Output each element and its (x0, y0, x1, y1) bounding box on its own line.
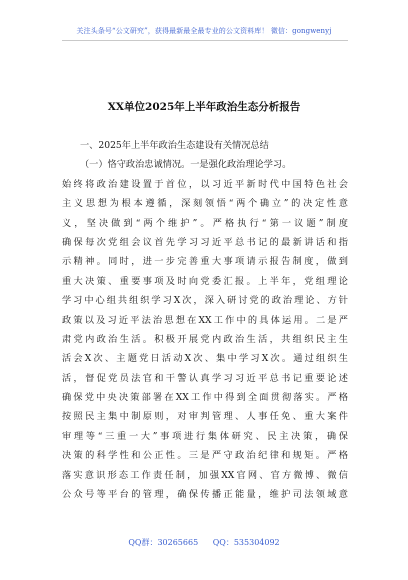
footer-qq-number: QQ：535304092 (212, 538, 280, 547)
body-line: 义，坚决做到“两个维护”。严格执行“第一议题”制度 (62, 217, 348, 229)
body-line: 按照民主集中制原则，对审判管理、人事任免、重大案件 (62, 411, 348, 423)
body-line: 决策的科学性和公正性。三是严守政治纪律和规矩。严格 (62, 450, 348, 462)
body-line: 确保每次党组会议首先学习习近平总书记的最新讲话和指 (62, 236, 348, 248)
document-body (62, 136, 348, 504)
body-line: 活，督促党员法官和干警认真学习习近平总书记重要论述 (62, 372, 348, 384)
footer-contact (0, 537, 408, 548)
body-line: 示精神。同时，进一步完善重大事项请示报告制度，做到 (62, 256, 348, 268)
body-line: （一）恪守政治忠诚情况。一是强化政治理论学习。 (80, 159, 292, 171)
body-line: 重大决策、重要事项及时向党委汇报。上半年，党组理论 (62, 275, 348, 287)
header-divider (62, 40, 348, 41)
body-line: 确保党中央决策部署在XX工作中得到全面贯彻落实。严格 (62, 392, 348, 404)
body-line: 活会X次、主题党日活动X次、集中学习X次。通过组织生 (62, 353, 348, 365)
body-line: 肃党内政治生活。积极开展党内政治生活，共组织民主生 (62, 333, 348, 345)
section-heading: 一、2025年上半年政治生态建设有关情况总结 (80, 140, 269, 151)
body-line: 始终将政治建设置于首位，以习近平新时代中国特色社会 (62, 178, 348, 190)
footer-qq-group: QQ群：30265665 (128, 538, 199, 547)
body-line: 公众号等平台的管理，确保传播正能量，维护司法领域意 (62, 489, 348, 501)
body-line: 审理等“三重一大”事项进行集体研究、民主决策，确保 (62, 430, 348, 442)
document-title: XX单位2025年上半年政治生态分析报告 (107, 101, 301, 113)
header-notice: 关注头条号“公文研究”，获得最新最全最专业的公文资料库！ 微信：gongwenyj (76, 27, 332, 35)
body-line: 主义思想为根本遵循，深刻领悟“两个确立”的决定性意 (62, 198, 348, 210)
body-line: 政策以及习近平法治思想在XX工作中的具体运用。二是严 (62, 314, 348, 326)
body-line: 学习中心组共组织学习X次，深入研讨党的政治理论、方针 (62, 295, 348, 307)
body-line: 落实意识形态工作责任制，加强XX官网、官方微博、微信 (62, 469, 348, 481)
